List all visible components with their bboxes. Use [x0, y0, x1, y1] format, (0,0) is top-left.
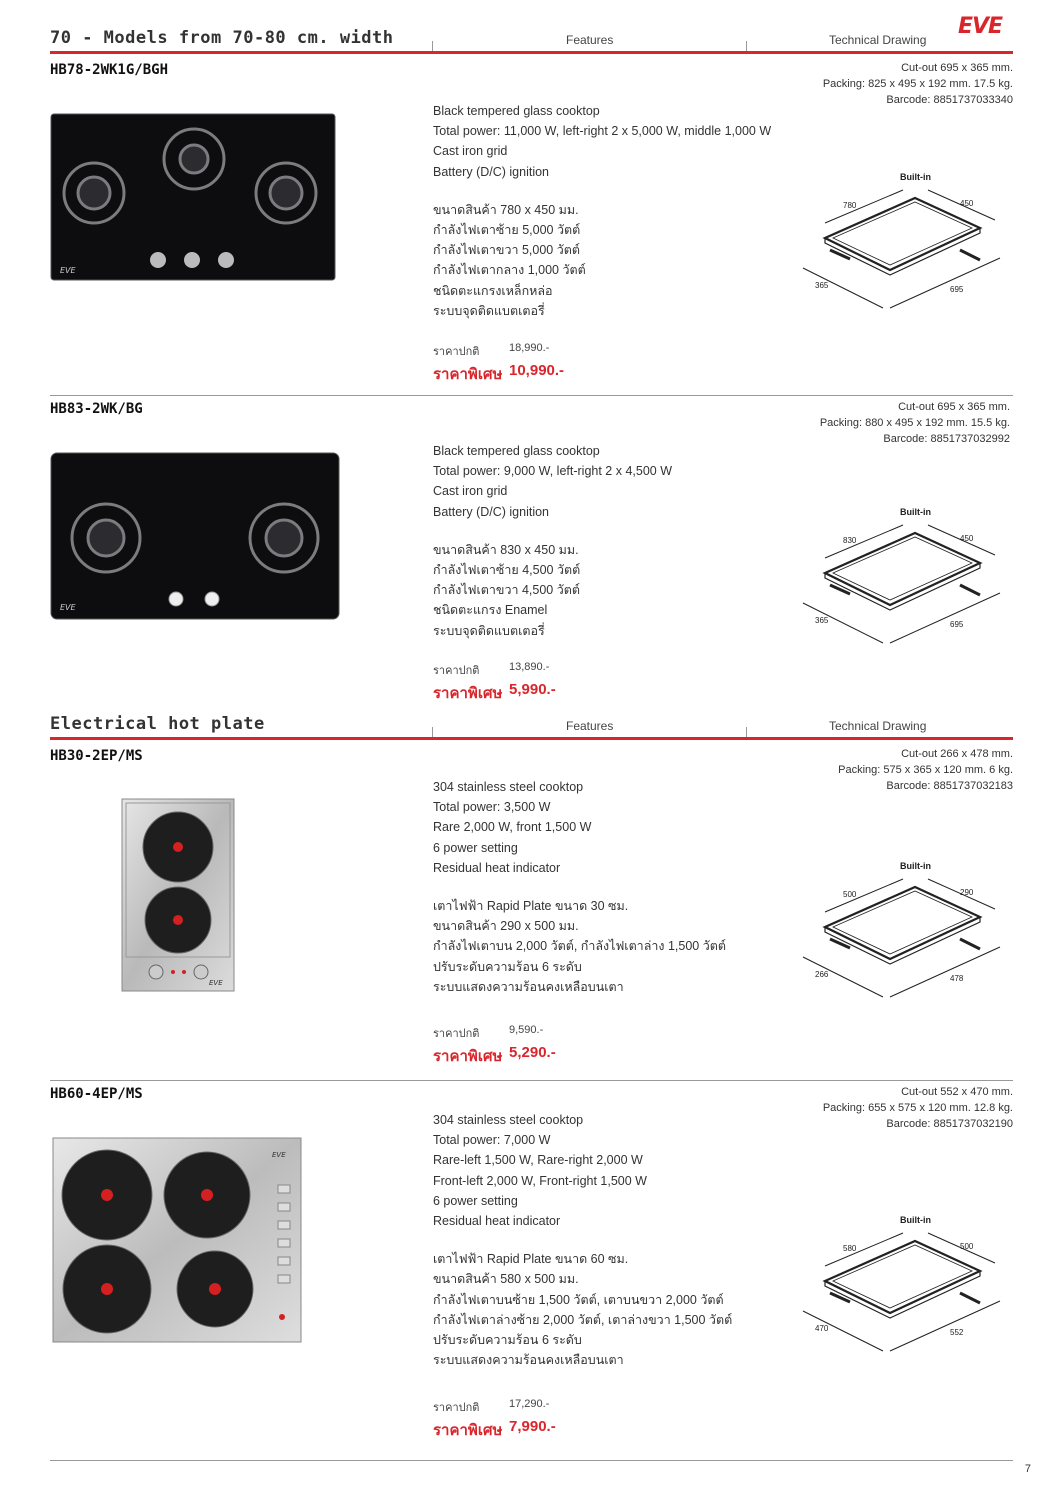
feature-item: Battery (D/C) ignition: [433, 504, 550, 519]
feature-item-th: ระบบจุดติดแบตเตอรี่: [433, 623, 545, 638]
cutout-text: Cut-out 695 x 365 mm.: [898, 401, 1010, 413]
features-list: [433, 441, 672, 641]
features-header: Features: [566, 719, 614, 733]
feature-item-th: กำลังไฟเตาซ้าย 5,000 วัตต์: [433, 223, 581, 238]
technical-drawing-header: Technical Drawing: [829, 33, 927, 47]
features-list: [433, 1110, 732, 1370]
dimension-label: 478: [950, 974, 964, 983]
section-title: Electrical hot plate: [50, 714, 265, 734]
technical-drawing: [785, 503, 1015, 658]
special-price-label: ราคาพิเศษ: [433, 685, 503, 702]
features-list: [433, 777, 726, 997]
feature-item: Total power: 9,000 W, left-right 2 x 4,500 W: [433, 464, 673, 479]
special-price-label: ราคาพิเศษ: [433, 1422, 503, 1439]
feature-item-th: ปรับระดับความร้อน 6 ระดับ: [433, 1333, 582, 1348]
column-divider: [746, 41, 747, 51]
normal-price: 9,590.-: [509, 1024, 544, 1036]
special-price-row: [433, 1418, 556, 1442]
feature-item-th: ขนาดสินค้า 290 x 500 มม.: [433, 919, 579, 934]
feature-item-th: ขนาดสินค้า 780 x 450 มม.: [433, 202, 579, 217]
dimension-label: 552: [950, 1328, 964, 1337]
barcode-text: Barcode: 8851737032190: [886, 1118, 1013, 1130]
packing-text: Packing: 655 x 575 x 120 mm. 12.8 kg.: [822, 1102, 1013, 1114]
built-in-label: Built-in: [900, 861, 931, 871]
product-divider: [50, 1080, 1013, 1081]
special-price: 5,290.-: [509, 1044, 556, 1061]
feature-item: Black tempered glass cooktop: [433, 444, 600, 458]
feature-item-th: ชนิดตะแกรงเหล็กหล่อ: [433, 283, 553, 298]
dimension-label: 450: [960, 534, 974, 543]
normal-price-row: [433, 1398, 550, 1416]
product-model: HB30-2EP/MS: [50, 748, 143, 764]
feature-item: Front-left 2,000 W, Front-right 1,500 W: [433, 1173, 647, 1188]
dimension-label: 365: [815, 616, 829, 625]
normal-price-row: [433, 1024, 544, 1042]
special-price-row: [433, 362, 565, 386]
feature-item-th: กำลังไฟเตากลาง 1,000 วัตต์: [433, 263, 586, 278]
normal-price: 18,990.-: [509, 342, 550, 354]
special-price: 7,990.-: [509, 1418, 556, 1435]
product-specs: [823, 60, 1013, 108]
packing-text: Packing: 880 x 495 x 192 mm. 15.5 kg.: [819, 417, 1010, 429]
dimension-label: 695: [950, 285, 964, 294]
feature-item-th: กำลังไฟเตาขวา 4,500 วัตต์: [433, 583, 580, 598]
feature-item-th: กำลังไฟเตาล่างซ้าย 2,000 วัตต์, เตาล่างขวา 1,500 วัตต์: [433, 1312, 733, 1327]
product-specs: [823, 1084, 1013, 1132]
feature-item: 6 power setting: [433, 1193, 518, 1208]
built-in-label: Built-in: [900, 172, 931, 182]
technical-drawing: [785, 1211, 1015, 1366]
product-model: HB60-4EP/MS: [50, 1086, 143, 1102]
feature-item-th: เตาไฟฟ้า Rapid Plate ขนาด 60 ซม.: [433, 1252, 629, 1267]
built-in-label: Built-in: [900, 1215, 931, 1225]
section-title: 70 - Models from 70-80 cm. width: [50, 28, 394, 48]
feature-item: 304 stainless steel cooktop: [433, 1113, 584, 1127]
feature-item-th: กำลังไฟเตาบน 2,000 วัตต์, กำลังไฟเตาล่าง 1,500 วัตต์: [433, 939, 726, 954]
cutout-text: Cut-out 266 x 478 mm.: [901, 748, 1013, 760]
svg-text:EVE: EVE: [209, 979, 223, 987]
dimension-label: 580: [843, 1244, 857, 1253]
feature-item-th: ระบบแสดงความร้อนคงเหลือบนเตา: [433, 979, 624, 994]
svg-text:EVE: EVE: [272, 1151, 286, 1159]
normal-price-label: ราคาปกติ: [433, 665, 480, 677]
cutout-text: Cut-out 695 x 365 mm.: [901, 62, 1013, 74]
product-specs: [820, 399, 1010, 447]
special-price: 5,990.-: [509, 681, 556, 698]
cutout-text: Cut-out 552 x 470 mm.: [901, 1086, 1013, 1098]
feature-item-th: กำลังไฟเตาบนซ้าย 1,500 วัตต์, เตาบนขวา 2,000 วัตต์: [433, 1292, 724, 1307]
dimension-label: 290: [960, 888, 974, 897]
footer-rule: [50, 1460, 1013, 1461]
product-image-hb83: [50, 452, 340, 620]
feature-item-th: ระบบแสดงความร้อนคงเหลือบนเตา: [433, 1353, 624, 1368]
special-price-label: ราคาพิเศษ: [433, 1048, 503, 1065]
section-rule: [50, 51, 1013, 54]
feature-item-th: ปรับระดับความร้อน 6 ระดับ: [433, 959, 582, 974]
feature-item: Battery (D/C) ignition: [433, 164, 550, 179]
feature-item-th: ขนาดสินค้า 580 x 500 มม.: [433, 1272, 579, 1287]
packing-text: Packing: 575 x 365 x 120 mm. 6 kg.: [838, 764, 1013, 776]
feature-item: Rare 2,000 W, front 1,500 W: [433, 820, 592, 835]
packing-text: Packing: 825 x 495 x 192 mm. 17.5 kg.: [822, 78, 1013, 90]
column-divider: [746, 727, 747, 737]
features-list: [433, 101, 771, 321]
product-image-hb30: [121, 798, 235, 992]
barcode-text: Barcode: 8851737032992: [883, 433, 1010, 445]
feature-item: Black tempered glass cooktop: [433, 104, 600, 118]
feature-item-th: กำลังไฟเตาขวา 5,000 วัตต์: [433, 243, 580, 258]
technical-drawing-header: Technical Drawing: [829, 719, 927, 733]
dimension-label: 365: [815, 281, 829, 290]
feature-item-th: ระบบจุดติดแบตเตอรี่: [433, 303, 545, 318]
normal-price-label: ราคาปกติ: [433, 1402, 480, 1414]
dimension-label: 500: [843, 890, 857, 899]
svg-text:EVE: EVE: [60, 266, 76, 275]
page-number: 7: [1024, 1463, 1031, 1475]
barcode-text: Barcode: 8851737032183: [886, 780, 1013, 792]
built-in-label: Built-in: [900, 507, 931, 517]
dimension-label: 830: [843, 536, 857, 545]
special-price-row: [433, 681, 556, 705]
normal-price-label: ราคาปกติ: [433, 346, 480, 358]
feature-item: Rare-left 1,500 W, Rare-right 2,000 W: [433, 1153, 643, 1168]
feature-item: 304 stainless steel cooktop: [433, 780, 584, 794]
special-price: 10,990.-: [509, 362, 565, 379]
barcode-text: Barcode: 8851737033340: [886, 94, 1013, 106]
product-model: HB83-2WK/BG: [50, 401, 143, 417]
normal-price: 13,890.-: [509, 661, 550, 673]
feature-item-th: เตาไฟฟ้า Rapid Plate ขนาด 30 ซม.: [433, 899, 629, 914]
product-image-hb78: [50, 113, 336, 281]
feature-item-th: กำลังไฟเตาซ้าย 4,500 วัตต์: [433, 563, 581, 578]
feature-item: Total power: 7,000 W: [433, 1133, 551, 1148]
feature-item-th: ชนิดตะแกรง Enamel: [433, 603, 548, 618]
special-price-label: ราคาพิเศษ: [433, 366, 503, 383]
feature-item-th: ขนาดสินค้า 830 x 450 มม.: [433, 542, 579, 557]
section-rule: [50, 737, 1013, 740]
dimension-label: 500: [960, 1242, 974, 1251]
svg-text:EVE: EVE: [60, 603, 76, 612]
dimension-label: 266: [815, 970, 829, 979]
dimension-label: 695: [950, 620, 964, 629]
product-divider: [50, 395, 1013, 396]
column-divider: [432, 727, 433, 737]
technical-drawing: [785, 168, 1015, 323]
feature-item: Residual heat indicator: [433, 1214, 561, 1229]
normal-price: 17,290.-: [509, 1398, 550, 1410]
column-divider: [432, 41, 433, 51]
product-model: HB78-2WK1G/BGH: [50, 62, 169, 78]
normal-price-row: [433, 342, 550, 360]
feature-item: Cast iron grid: [433, 144, 508, 159]
brand-logo: EVE: [958, 14, 1003, 39]
dimension-label: 780: [843, 201, 857, 210]
features-header: Features: [566, 33, 614, 47]
dimension-label: 450: [960, 199, 974, 208]
normal-price-row: [433, 661, 550, 679]
product-specs: [838, 746, 1013, 794]
feature-item: Residual heat indicator: [433, 860, 561, 875]
normal-price-label: ราคาปกติ: [433, 1028, 480, 1040]
dimension-label: 470: [815, 1324, 829, 1333]
special-price-row: [433, 1044, 556, 1068]
technical-drawing: [785, 857, 1015, 1012]
feature-item: 6 power setting: [433, 840, 518, 855]
feature-item: Total power: 3,500 W: [433, 800, 551, 815]
feature-item: Cast iron grid: [433, 484, 508, 499]
product-image-hb60: [52, 1137, 302, 1343]
feature-item: Total power: 11,000 W, left-right 2 x 5,000 W, middle 1,000 W: [433, 124, 772, 139]
